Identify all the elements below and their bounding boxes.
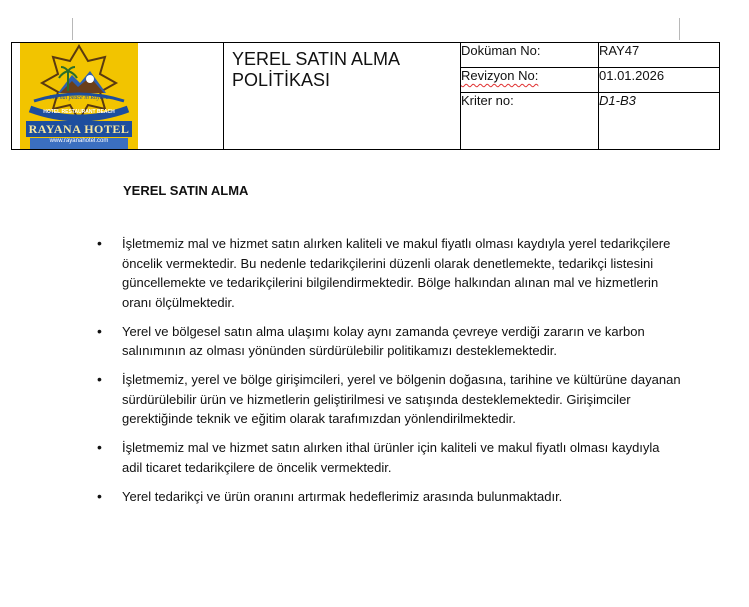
- hotel-logo: [20, 43, 138, 149]
- revision-number-label: [461, 68, 599, 93]
- logo-website: www.rayanahotel.com: [49, 138, 109, 144]
- document-title-line-1: YEREL SATIN ALMA: [232, 49, 401, 69]
- logo-tagline: Eternal peace in Rayana: [49, 95, 109, 101]
- criterion-label: Kriter no:: [461, 93, 599, 150]
- criterion-value: D1-B3: [599, 93, 720, 150]
- doc-number-label: Doküman No:: [461, 43, 599, 68]
- revision-number-label-text: Revizyon No:: [461, 68, 539, 83]
- logo-services: HOTEL RESTAURANT BEACH: [43, 109, 115, 115]
- policy-list-item: • İşletmemiz mal ve hizmet satın alırken ithal ürünler için kaliteli ve makul fiyatlı olması kaydıyla adil ticaret tedarikçilere de öncelik vermektedir.: [0, 438, 682, 477]
- policy-list: [0, 234, 749, 516]
- document-header-table: [11, 42, 720, 150]
- doc-number-value: RAY47: [599, 43, 720, 68]
- revision-number-value: 01.01.2026: [599, 68, 720, 93]
- page-corner-mark-left: [72, 18, 73, 40]
- document-title: [224, 49, 460, 91]
- policy-list-item: • İşletmemiz mal ve hizmet satın alırken kaliteli ve makul fiyatlı olması kaydıyla yerel tedarikçilere öncelik vermektedir. Bu nedenle tedarikçilerini düzenli olarak denetlemekte, tedarikçi listesini güncellemekte ve tedarikçilerini bilgilendirmektedir. Bölge halkından alınan mal ve hizmetlerin oranı ölçülmektedir.: [0, 234, 682, 312]
- document-title-line-2: POLİTİKASI: [232, 70, 331, 90]
- logo-brand-text: RAYANA HOTEL: [28, 122, 130, 136]
- section-heading: YEREL SATIN ALMA: [123, 183, 249, 198]
- policy-list-item: • Yerel ve bölgesel satın alma ulaşımı kolay aynı zamanda çevreye verdiği zararın ve karbon salınımının az olması yönünden sürdürülebilir politikamızı desteklemektedir.: [0, 322, 682, 361]
- page-corner-mark-right: [679, 18, 680, 40]
- policy-list-item: • Yerel tedarikçi ve ürün oranını artırmak hedeflerimiz arasında bulunmaktadır.: [0, 487, 682, 507]
- policy-list-item: • İşletmemiz, yerel ve bölge girişimcileri, yerel ve bölgenin doğasına, tarihine ve kültürüne dayanan sürdürülebilir ürün ve hizmetlerin geliştirilmesi ve satışında desteklemektedir. Girişimciler gerektiğinde teknik ve eğitim olarak tarafımızdan yönlendirilmektedir.: [0, 370, 682, 429]
- logo-cell: [12, 43, 224, 150]
- document-title-cell: [224, 43, 461, 150]
